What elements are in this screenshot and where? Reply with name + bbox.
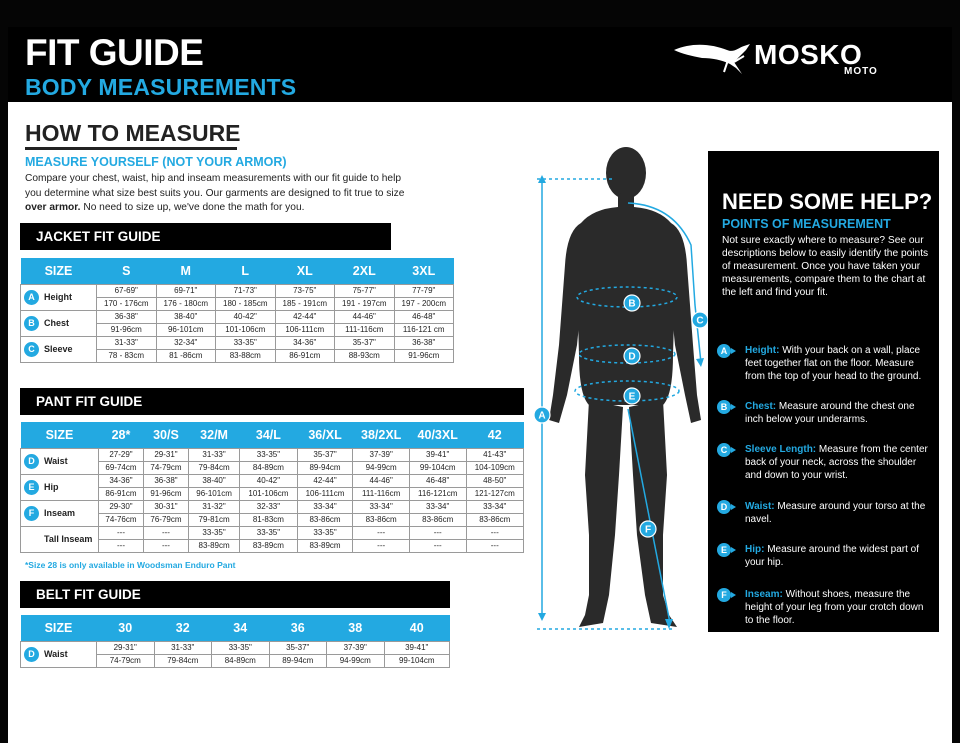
size-col-header: 38 <box>327 615 385 641</box>
inch-cell: 35-37" <box>269 641 327 654</box>
inch-cell: 39-41" <box>409 448 466 461</box>
point-badge: A <box>717 344 731 358</box>
header-row <box>21 422 524 448</box>
inch-cell: 33-34" <box>353 500 409 513</box>
table-row <box>21 448 524 461</box>
table-row <box>21 310 454 323</box>
row-label <box>21 448 99 474</box>
cm-cell: 89-94cm <box>269 654 327 667</box>
measure-point-badge: A <box>24 290 39 305</box>
cm-cell: 197 - 200cm <box>394 297 454 310</box>
point-item <box>717 400 934 426</box>
cm-cell: 176 - 180cm <box>156 297 216 310</box>
inch-cell: 32-34" <box>156 336 216 349</box>
pointer-arrow-icon <box>731 592 736 598</box>
inch-cell: 33-35" <box>240 526 297 539</box>
inch-cell: 33-34" <box>466 500 523 513</box>
belt-fit-table <box>20 615 450 668</box>
size-col-header: XL <box>275 258 335 284</box>
cm-cell: 94-99cm <box>327 654 385 667</box>
how-to-text-a: Compare your chest, waist, hip and inseam measurements with our fit guide to help you determine what size best suits you. Our garments are designed to fit true to size <box>25 173 405 199</box>
inch-cell: 33-34" <box>297 500 353 513</box>
row-label <box>21 310 97 336</box>
cm-cell: 83-89cm <box>188 539 239 552</box>
cm-cell: 88-93cm <box>335 349 395 362</box>
help-title: NEED SOME HELP? <box>722 189 933 214</box>
inch-cell: 42-44" <box>275 310 335 323</box>
cm-cell: 74-79cm <box>97 654 155 667</box>
inch-cell: 29-30" <box>99 500 144 513</box>
cm-cell: 84-89cm <box>240 461 297 474</box>
inch-cell: 34-36" <box>99 474 144 487</box>
size-col-header: M <box>156 258 216 284</box>
point-item <box>717 443 934 482</box>
size-col-header: S <box>97 258 157 284</box>
size-col-header: 28* <box>99 422 144 448</box>
inch-cell: 69-71" <box>156 284 216 297</box>
measure-point-badge: B <box>24 316 39 331</box>
inch-cell: 31-33" <box>97 336 157 349</box>
cm-cell: 76-79cm <box>143 513 188 526</box>
how-to-text-c: No need to size up, we've done the math for you. <box>80 202 305 213</box>
inch-cell: 31-33" <box>188 448 239 461</box>
header-row <box>21 258 454 284</box>
how-to-measure-title: HOW TO MEASURE <box>25 120 241 146</box>
inch-cell: 33-35" <box>240 448 297 461</box>
row-label-text: Waist <box>44 455 68 466</box>
row-label <box>21 336 97 362</box>
size-col-header: 36 <box>269 615 327 641</box>
point-text <box>717 400 934 426</box>
cm-cell: 191 - 197cm <box>335 297 395 310</box>
inch-cell: --- <box>466 526 523 539</box>
cm-cell: 96-101cm <box>156 323 216 336</box>
cm-cell: 116-121cm <box>409 487 466 500</box>
row-label-text: Hip <box>44 481 59 492</box>
inch-cell: 46-48" <box>394 310 454 323</box>
inch-cell: 33-35" <box>188 526 239 539</box>
cm-cell: 69-74cm <box>99 461 144 474</box>
inch-cell: 31-33" <box>154 641 212 654</box>
pointer-arrow-icon <box>731 404 736 410</box>
point-badge: D <box>717 500 731 514</box>
inch-cell: --- <box>143 526 188 539</box>
inch-cell: 32-33" <box>240 500 297 513</box>
measure-point-badge: D <box>24 647 39 662</box>
row-label <box>21 641 97 667</box>
cm-cell: 111-116cm <box>335 323 395 336</box>
cm-cell: --- <box>143 539 188 552</box>
pointer-arrow-icon <box>731 447 736 453</box>
size-col-header: 34/L <box>240 422 297 448</box>
row-label-text: Height <box>44 291 72 302</box>
size-col-header: 36/XL <box>297 422 353 448</box>
inch-cell: 48-50" <box>466 474 523 487</box>
row-label-text: Inseam <box>44 507 76 518</box>
table-row <box>21 336 454 349</box>
page-title: FIT GUIDE <box>25 32 204 73</box>
belt-guide-bar: BELT FIT GUIDE <box>20 581 450 608</box>
inch-cell: 27-29" <box>99 448 144 461</box>
measure-point-badge: F <box>24 506 39 521</box>
inch-cell: 31-32" <box>188 500 239 513</box>
cm-cell: 74-76cm <box>99 513 144 526</box>
measure-point-badge: E <box>24 480 39 495</box>
inch-cell: 44-46" <box>353 474 409 487</box>
cm-cell: 91-96cm <box>97 323 157 336</box>
point-name: Sleeve Length: <box>745 444 817 455</box>
point-name: Inseam: <box>745 589 783 600</box>
inch-cell: 77-79" <box>394 284 454 297</box>
body-silhouette <box>549 147 704 627</box>
point-item <box>717 500 934 526</box>
cm-cell: 99-104cm <box>409 461 466 474</box>
inch-cell: 35-37" <box>297 448 353 461</box>
inch-cell: 46-48" <box>409 474 466 487</box>
point-desc: Measure around your torso at the navel. <box>745 501 926 525</box>
title-underline <box>25 147 237 150</box>
inch-cell: 73-75" <box>275 284 335 297</box>
point-desc: With your back on a wall, place feet together flat on the floor. Measure from the top of your head to the ground. <box>745 345 922 382</box>
cm-cell: 83-88cm <box>216 349 276 362</box>
size-col-header: 34 <box>212 615 270 641</box>
table-row <box>21 474 524 487</box>
point-label-a: A <box>538 410 546 422</box>
cm-cell: 81-83cm <box>240 513 297 526</box>
size-header: SIZE <box>21 615 97 641</box>
size-col-header: 2XL <box>335 258 395 284</box>
point-text <box>717 443 934 482</box>
cm-cell: 116-121 cm <box>394 323 454 336</box>
inch-cell: 71-73" <box>216 284 276 297</box>
point-text <box>717 543 934 569</box>
header-row <box>21 615 450 641</box>
point-badge: C <box>717 443 731 457</box>
cm-cell: --- <box>353 539 409 552</box>
size-col-header: 3XL <box>394 258 454 284</box>
pointer-arrow-icon <box>731 504 736 510</box>
size-col-header: 42 <box>466 422 523 448</box>
table-row <box>21 284 454 297</box>
inch-cell: 29-31" <box>143 448 188 461</box>
size-col-header: 30 <box>97 615 155 641</box>
inch-cell: 44-46" <box>335 310 395 323</box>
row-label-text: Chest <box>44 317 70 328</box>
inch-cell: 34-36" <box>275 336 335 349</box>
cm-cell: 84-89cm <box>212 654 270 667</box>
cm-cell: 111-116cm <box>353 487 409 500</box>
point-badge: F <box>717 588 731 602</box>
cm-cell: --- <box>409 539 466 552</box>
cm-cell: 185 - 191cm <box>275 297 335 310</box>
cm-cell: --- <box>466 539 523 552</box>
size-col-header: 38/2XL <box>353 422 409 448</box>
point-desc: Measure from the center back of your neck, across the shoulder and down to your wrist. <box>745 444 928 481</box>
size-col-header: 32 <box>154 615 212 641</box>
cm-cell: 78 - 83cm <box>97 349 157 362</box>
inch-cell: 36-38" <box>394 336 454 349</box>
cm-cell: 91-96cm <box>394 349 454 362</box>
point-badge: E <box>717 543 731 557</box>
point-text <box>717 500 934 526</box>
inch-cell: 39-41" <box>384 641 450 654</box>
inch-cell: 40-42" <box>240 474 297 487</box>
cm-cell: 86-91cm <box>275 349 335 362</box>
how-to-measure-text <box>25 172 407 216</box>
size-header: SIZE <box>21 422 99 448</box>
inch-cell: 35-37" <box>335 336 395 349</box>
size-header: SIZE <box>21 258 97 284</box>
inch-cell: 38-40" <box>156 310 216 323</box>
inch-cell: 33-35" <box>297 526 353 539</box>
cm-cell: --- <box>99 539 144 552</box>
cm-cell: 99-104cm <box>384 654 450 667</box>
inch-cell: 33-35" <box>212 641 270 654</box>
inch-cell: 29-31" <box>97 641 155 654</box>
point-label-b: B <box>628 298 636 310</box>
inch-cell: --- <box>409 526 466 539</box>
point-name: Height: <box>745 345 780 356</box>
cm-cell: 83-89cm <box>297 539 353 552</box>
cm-cell: 83-86cm <box>353 513 409 526</box>
body-figure <box>523 145 713 635</box>
jacket-fit-table <box>20 258 454 363</box>
cm-cell: 83-86cm <box>297 513 353 526</box>
inch-cell: 33-35" <box>216 336 276 349</box>
size-col-header: 40/3XL <box>409 422 466 448</box>
cm-cell: 101-106cm <box>216 323 276 336</box>
inch-cell: --- <box>99 526 144 539</box>
inch-cell: 40-42" <box>216 310 276 323</box>
row-label <box>21 500 99 526</box>
measure-point-badge: D <box>24 454 39 469</box>
table-row <box>21 641 450 654</box>
point-item <box>717 588 934 627</box>
cm-cell: 106-111cm <box>297 487 353 500</box>
point-label-c: C <box>696 315 704 327</box>
point-label-d: D <box>628 351 636 363</box>
pant-guide-bar: PANT FIT GUIDE <box>20 388 524 415</box>
page-subtitle: BODY MEASUREMENTS <box>25 74 297 100</box>
cm-cell: 121-127cm <box>466 487 523 500</box>
help-subtitle: POINTS OF MEASUREMENT <box>722 217 891 231</box>
cm-cell: 96-101cm <box>188 487 239 500</box>
jacket-guide-bar: JACKET FIT GUIDE <box>20 223 391 250</box>
cm-cell: 79-84cm <box>188 461 239 474</box>
point-name: Waist: <box>745 501 775 512</box>
size-note: *Size 28 is only available in Woodsman Enduro Pant <box>25 560 236 570</box>
point-label-e: E <box>628 391 636 403</box>
cm-cell: 83-89cm <box>240 539 297 552</box>
row-label-text: Tall Inseam <box>44 534 93 544</box>
inch-cell: 36-38" <box>143 474 188 487</box>
inch-cell: 33-34" <box>409 500 466 513</box>
point-desc: Without shoes, measure the height of your leg from your crotch down to the floor. <box>745 589 924 626</box>
pant-fit-table <box>20 422 524 553</box>
inch-cell: 38-40" <box>188 474 239 487</box>
cm-cell: 101-106cm <box>240 487 297 500</box>
inch-cell: 36-38" <box>97 310 157 323</box>
how-to-text-emphasis: over armor. <box>25 202 81 213</box>
size-col-header: 30/S <box>143 422 188 448</box>
inch-cell: --- <box>353 526 409 539</box>
row-label <box>21 474 99 500</box>
row-label-text: Waist <box>44 648 68 659</box>
pointer-arrow-icon <box>731 348 736 354</box>
cm-cell: 170 - 176cm <box>97 297 157 310</box>
cm-cell: 94-99cm <box>353 461 409 474</box>
point-name: Chest: <box>745 401 777 412</box>
inch-cell: 75-77" <box>335 284 395 297</box>
inch-cell: 30-31" <box>143 500 188 513</box>
cm-cell: 106-111cm <box>275 323 335 336</box>
fit-guide-sheet <box>8 27 952 743</box>
brand-sub: MOTO <box>844 66 878 77</box>
table-row <box>21 500 524 513</box>
cm-cell: 79-84cm <box>154 654 212 667</box>
size-col-header: L <box>216 258 276 284</box>
row-label-text: Sleeve <box>44 343 73 354</box>
cm-cell: 83-86cm <box>466 513 523 526</box>
point-name: Hip: <box>745 544 765 555</box>
cm-cell: 89-94cm <box>297 461 353 474</box>
cm-cell: 79-81cm <box>188 513 239 526</box>
point-item <box>717 543 934 569</box>
point-text <box>717 588 934 627</box>
size-col-header: 32/M <box>188 422 239 448</box>
point-item <box>717 344 934 383</box>
point-desc: Measure around the chest one inch below your underarms. <box>745 401 915 425</box>
inch-cell: 42-44" <box>297 474 353 487</box>
how-to-measure-subtitle: MEASURE YOURSELF (NOT YOUR ARMOR) <box>25 155 287 169</box>
size-col-header: 40 <box>384 615 450 641</box>
pointer-arrow-icon <box>731 547 736 553</box>
help-intro: Not sure exactly where to measure? See our descriptions below to easily identify the points of measurement. Once you have taken your measurements, compare them to the chart at the left and find your fit. <box>722 235 929 298</box>
point-badge: B <box>717 400 731 414</box>
inch-cell: 37-39" <box>327 641 385 654</box>
header-banner <box>8 27 952 102</box>
row-label <box>21 284 97 310</box>
cm-cell: 86-91cm <box>99 487 144 500</box>
cm-cell: 180 - 185cm <box>216 297 276 310</box>
point-label-f: F <box>644 524 652 536</box>
cm-cell: 81 -86cm <box>156 349 216 362</box>
row-label <box>21 526 99 552</box>
cm-cell: 74-79cm <box>143 461 188 474</box>
table-row <box>21 526 524 539</box>
inch-cell: 67-69" <box>97 284 157 297</box>
brand-name: MOSKO <box>754 39 863 70</box>
help-panel <box>708 151 939 632</box>
cm-cell: 104-109cm <box>466 461 523 474</box>
inch-cell: 37-39" <box>353 448 409 461</box>
point-desc: Measure around the widest part of your hip. <box>745 544 919 568</box>
inch-cell: 41-43" <box>466 448 523 461</box>
measure-point-badge: C <box>24 342 39 357</box>
point-text <box>717 344 934 383</box>
cm-cell: 91-96cm <box>143 487 188 500</box>
cm-cell: 83-86cm <box>409 513 466 526</box>
